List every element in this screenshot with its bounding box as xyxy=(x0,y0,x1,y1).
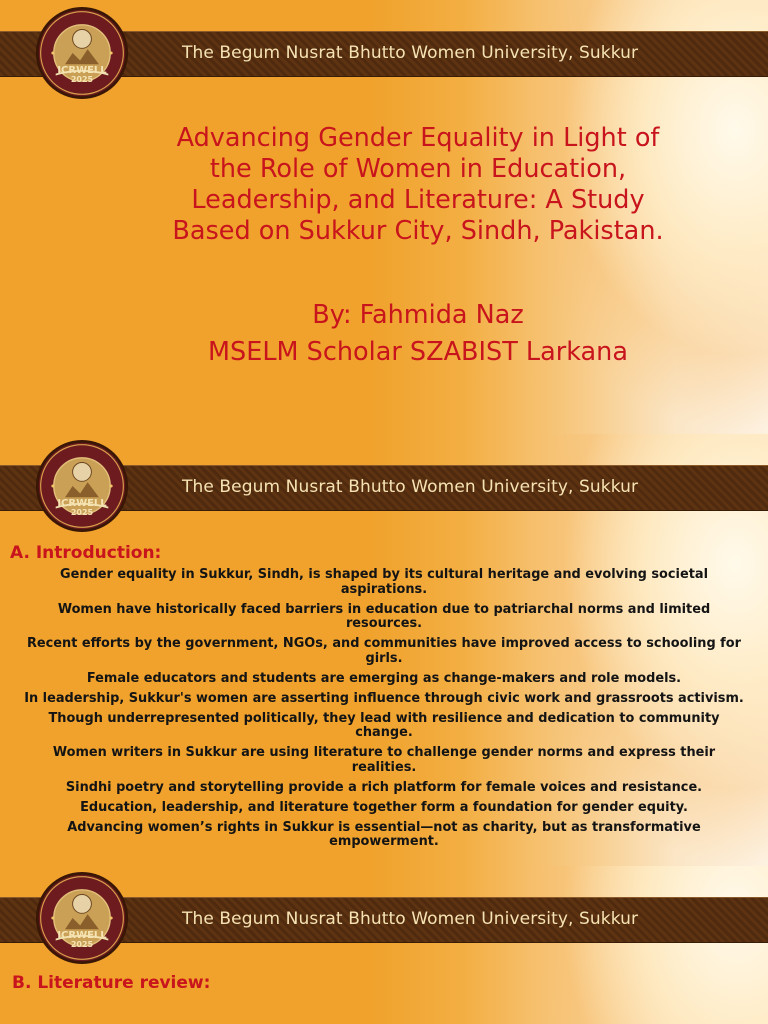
conference-logo xyxy=(35,6,129,100)
list-item: In leadership, Sukkur's women are asserting influence through civic work and grassroots activism. xyxy=(24,690,744,706)
section-heading-introduction: A. Introduction: xyxy=(10,543,162,563)
list-item: Women writers in Sukkur are using literature to challenge gender norms and express their realities. xyxy=(52,745,716,775)
list-item: Gender equality in Sukkur, Sindh, is shaped by its cultural heritage and evolving societal aspirations. xyxy=(60,567,708,597)
slide-title xyxy=(0,0,768,434)
list-item: Advancing women’s rights in Sukkur is essential—not as charity, but as transformative empowerment. xyxy=(67,819,701,849)
logo-wordmark: ICRWELL 2025 xyxy=(57,65,107,84)
list-item: Education, leadership, and literature together form a foundation for gender equity. xyxy=(80,799,688,815)
section-heading-literature-review: B. Literature review: xyxy=(12,973,211,993)
institution-name: The Begum Nusrat Bhutto Women University, Sukkur xyxy=(182,909,639,929)
author-affiliation: MSELM Scholar SZABIST Larkana xyxy=(208,337,628,367)
conference-logo xyxy=(35,871,129,965)
list-item: Sindhi poetry and storytelling provide a rich platform for female voices and resistance. xyxy=(65,779,703,795)
conference-logo xyxy=(35,439,129,533)
slide-literature-review xyxy=(0,866,768,1024)
logo-wordmark: ICRWELL 2025 xyxy=(57,498,107,517)
institution-name: The Begum Nusrat Bhutto Women University, Sukkur xyxy=(182,477,639,497)
presentation-title: Advancing Gender Equality in Light of the Role of Women in Education, Leadership, and Literature: A Study Based on Sukkur City, Sindh, Pakistan. xyxy=(172,123,664,246)
list-item: Recent efforts by the government, NGOs, and communities have improved access to schooling for girls. xyxy=(26,636,742,666)
slide-introduction xyxy=(0,434,768,866)
list-item: Women have historically faced barriers in education due to patriarchal norms and limited resources. xyxy=(57,601,711,631)
logo-wordmark: ICRWELL 2025 xyxy=(57,930,107,949)
institution-name: The Begum Nusrat Bhutto Women University, Sukkur xyxy=(182,43,639,63)
author-name: By: Fahmida Naz xyxy=(312,300,524,330)
introduction-points xyxy=(0,568,768,855)
list-item: Though underrepresented politically, they lead with resilience and dedication to community change. xyxy=(48,710,720,740)
list-item: Female educators and students are emerging as change-makers and role models. xyxy=(86,670,682,686)
